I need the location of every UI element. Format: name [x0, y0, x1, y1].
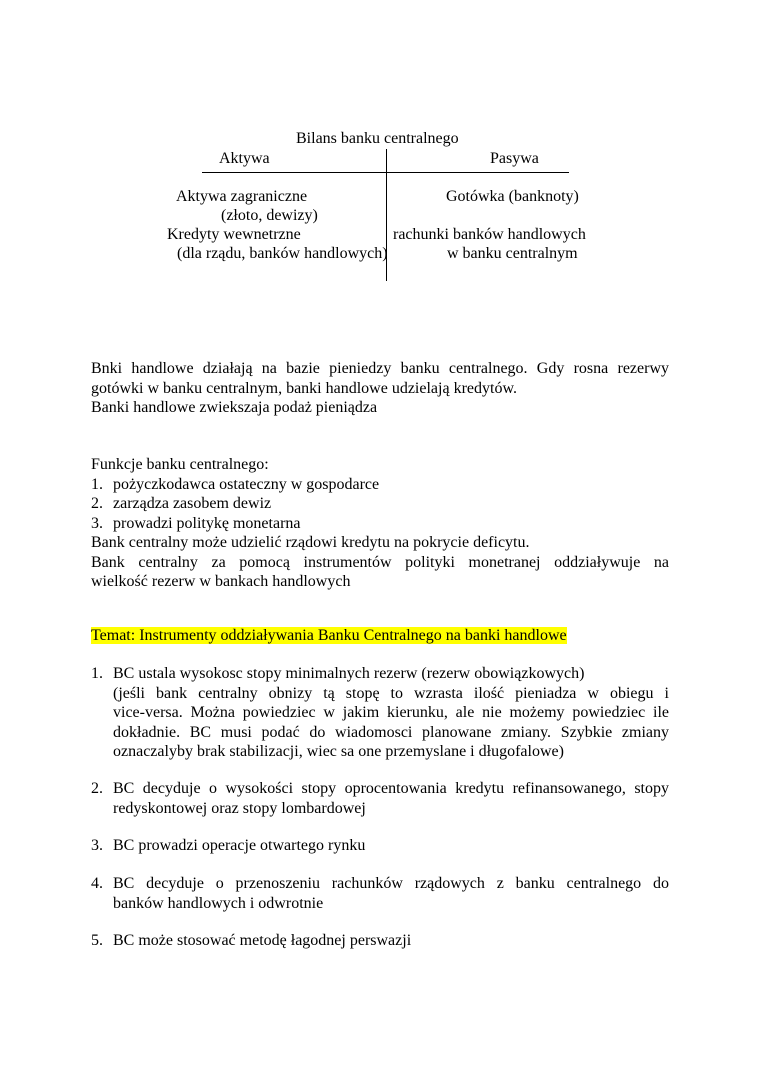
functions-note: Bank centralny za pomocą instrumentów polityki monetranej oddziaływuje na	[91, 553, 669, 571]
functions-note: wielkość rezerw w bankach handlowych	[91, 573, 351, 590]
instrument-item	[91, 836, 669, 856]
item-number: 2.	[91, 780, 103, 797]
intro-line: Bnki handlowe działają na bazie pieniedzy banku centralnego. Gdy rosna rezerwy	[91, 360, 669, 377]
instrument-item	[91, 664, 669, 764]
item-line: BC może stosować metodę łagodnej perswazji	[113, 932, 412, 949]
liabilities-header: Pasywa	[490, 150, 539, 167]
item-line: oznaczalyby brak stabilizacji, wiec sa one przemyslane i długofalowe)	[113, 743, 564, 760]
functions-heading: Funkcje banku centralnego:	[91, 456, 269, 473]
item-line: BC decyduje o przenoszeniu rachunków rządowych z banku centralnego do	[113, 875, 669, 892]
asset-item: (dla rządu, banków handlowych)	[177, 245, 388, 262]
item-number: 1.	[91, 665, 103, 682]
function-item: 2. zarządza zasobem dewiz	[91, 495, 272, 512]
item-line: (jeśli bank centralny obnizy tą stopę to wzrasta ilość pieniadza w obiegu i	[113, 684, 669, 702]
instrument-item	[91, 874, 669, 914]
item-line: banków handlowych i odwrotnie	[113, 894, 324, 912]
item-line: vice-versa. Można powiedziec w jakim kierunku, ale nie możemy powiedziec ile	[113, 704, 669, 721]
intro-paragraph	[91, 359, 669, 418]
instrument-item	[91, 931, 669, 951]
balance-title: Bilans banku centralnego	[296, 130, 459, 147]
functions-section	[91, 455, 669, 592]
function-item: 3. prowadzi politykę monetarna	[91, 514, 301, 532]
liability-item: rachunki banków handlowych	[393, 226, 586, 243]
assets-header: Aktywa	[219, 150, 270, 167]
item-number: 5.	[91, 932, 103, 949]
topic-heading: Temat: Instrumenty oddziaływania Banku Centralnego na banki handlowe	[91, 627, 567, 644]
asset-item: Aktywa zagraniczne	[176, 188, 308, 205]
item-line: dokładnie. BC musi podać do wiadomosci planowane zmiany. Szybkie zmiany	[113, 723, 669, 741]
instrument-item	[91, 779, 669, 819]
function-item: 1. pożyczkodawca ostateczny w gospodarce	[91, 475, 380, 493]
liability-item: w banku centralnym	[447, 245, 578, 262]
functions-note: Bank centralny może udzielić rządowi kredytu na pokrycie deficytu.	[91, 534, 530, 551]
intro-line: Banki handlowe zwiekszaja podaż pieniądza	[91, 399, 378, 416]
asset-item: Kredyty wewnetrzne	[167, 226, 301, 243]
item-line: BC ustala wysokosc stopy minimalnych rezerw (rezerw obowiązkowych)	[113, 665, 585, 682]
intro-line: gotówki w banku centralnym, banki handlowe udzielają kredytów.	[91, 379, 517, 397]
item-line: BC prowadzi operacje otwartego rynku	[113, 837, 366, 854]
item-number: 4.	[91, 875, 103, 892]
asset-item: (złoto, dewizy)	[221, 207, 318, 224]
item-number: 3.	[91, 837, 103, 854]
item-line: BC decyduje o wysokości stopy oprocentowania kredytu refinansowanego, stopy	[113, 780, 669, 797]
liability-item: Gotówka (banknoty)	[446, 188, 579, 205]
item-line: redyskontowej oraz stopy lombardowej	[113, 799, 366, 817]
